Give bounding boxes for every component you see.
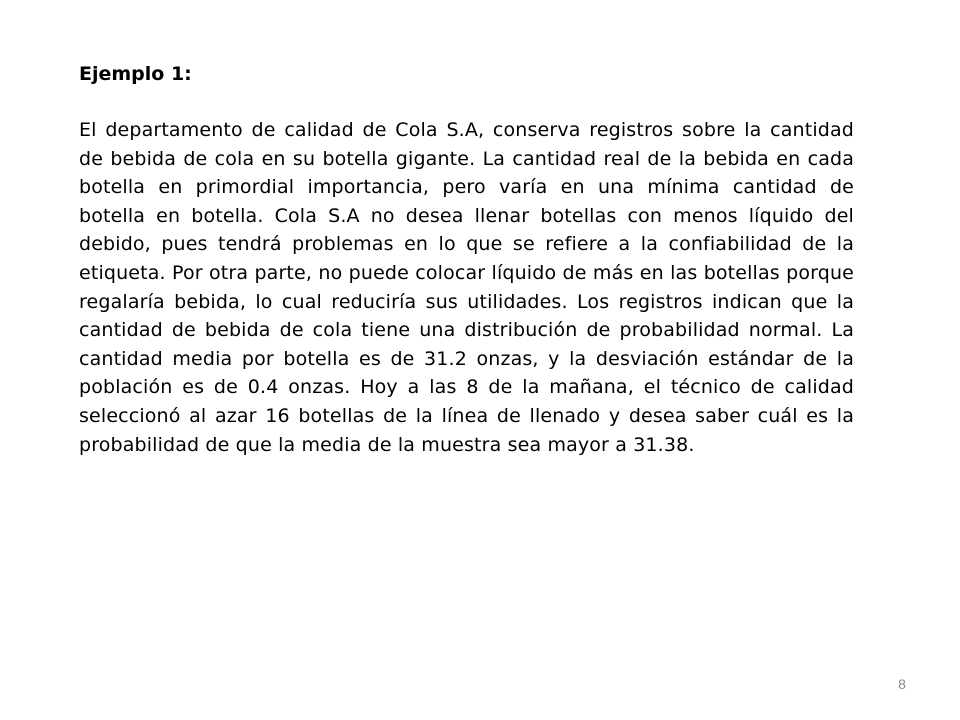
slide-content — [79, 60, 854, 459]
page-number: 8 — [898, 676, 906, 692]
problem-statement: El departamento de calidad de Cola S.A, conserva registros sobre la cantidad de bebida de cola en su botella gigante. La cantidad real de la bebida en cada botella en primordial importancia, pero varía en una mínima cantidad de botella en botella. Cola S.A no desea llenar botellas con menos líquido del debido, pues tendrá problemas en lo que se refiere a la confiabilidad de la etiqueta. Por otra parte, no puede colocar líquido de más en las botellas porque regalaría bebida, lo cual reduciría sus utilidades. Los registros indican que la cantidad de bebida de cola tiene una distribución de probabilidad normal. La cantidad media por botella es de 31.2 onzas, y la desviación estándar de la población es de 0.4 onzas. Hoy a las 8 de la mañana, el técnico de calidad seleccionó al azar 16 botellas de la línea de llenado y desea saber cuál es la probabilidad de que la media de la muestra sea mayor a 31.38. — [79, 119, 854, 456]
slide-title: Ejemplo 1: — [79, 63, 192, 85]
